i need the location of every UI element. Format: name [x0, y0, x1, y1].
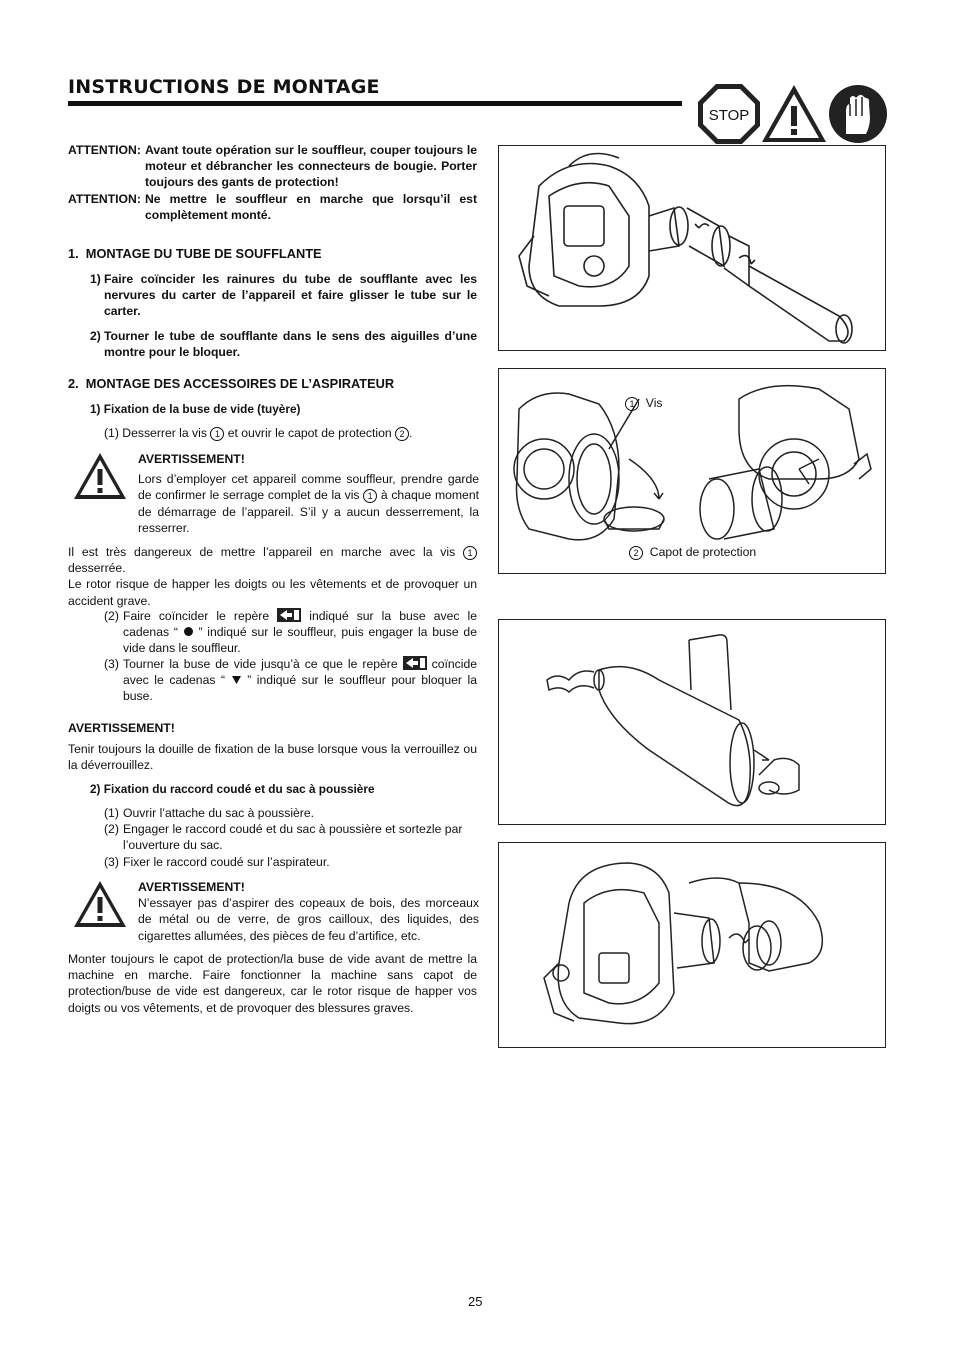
- figure-blower-tube: [498, 145, 886, 351]
- marker-2: 2: [629, 546, 643, 560]
- blower-tube-illustration: [499, 146, 885, 350]
- alignment-mark-icon: [403, 656, 427, 670]
- figure-screw-cover: [498, 368, 886, 574]
- lock-dot-icon: [183, 626, 194, 637]
- lock-triangle-icon: [231, 674, 242, 685]
- marker-1: 1: [210, 427, 224, 441]
- section1-steps: [90, 271, 477, 360]
- sub2-step: (1) Ouvrir l’attache du sac à poussière.: [104, 806, 315, 820]
- warning-triangle-icon: [72, 879, 128, 929]
- sub1-step1: (1) Desserrer la vis 1 et ouvrir le capot de protection 2 .: [104, 426, 413, 440]
- attention-item: ATTENTION: Ne mettre le souffleur en marche que lorsqu’il est complètement monté.: [68, 191, 477, 222]
- title-rule: [68, 101, 682, 106]
- header-safety-icons: [698, 82, 888, 146]
- section2-heading: 2. MONTAGE DES ACCESSOIRES DE L’ASPIRATEUR: [68, 376, 395, 391]
- alignment-mark-icon: [277, 608, 301, 622]
- marker-1: 1: [625, 397, 639, 411]
- label-capot: 2 Capot de protection: [629, 545, 756, 560]
- blower-nozzle-illustration: [499, 843, 885, 1047]
- sub2-title: 2) Fixation du raccord coudé et du sac à poussière: [90, 782, 375, 796]
- danger-paragraph: Il est très dangereux de mettre l’appareil en marche avec la vis 1 desserrée. Le rotor risque de happer les doigts ou les vêtements et de provoquer un accident grave.: [68, 545, 477, 608]
- stop-sign-text: STOP: [708, 107, 750, 124]
- sub2-steps: [104, 805, 477, 870]
- figure-blower-nozzle: [498, 842, 886, 1048]
- section1-step: 1) Faire coïncider les rainures du tube de soufflante avec les nervures du carter de l’appareil et faire glisser le tube sur le carter.: [90, 272, 477, 319]
- sub1-step3: (3) Tourner la buse de vide jusqu’à ce que le repère coïncide avec le cadenas “ ” indiqué sur le souffleur pour bloquer la buse.: [104, 657, 477, 704]
- warning2-text: Tenir toujours la douille de fixation de la buse lorsque vous la verrouillez ou la déverrouillez.: [68, 742, 477, 773]
- sub1-step2: (2) Faire coïncider le repère indiqué sur la buse avec le cadenas “ ” indiqué sur le souffleur, puis engager la buse de vide dans le souffleur.: [104, 609, 478, 656]
- warning3: AVERTISSEMENT! N’essayer pas d’aspirer des copeaux de bois, des morceaux de métal ou de verre, de gros cailloux, des liquides, des cigarettes allumées, des pièces de feu d’artifice, etc.: [138, 880, 479, 943]
- attention-block: [68, 142, 477, 223]
- screw-cover-illustration: [499, 369, 885, 573]
- attention-item: ATTENTION: Avant toute opération sur le souffleur, couper toujours le moteur et débrancher les connecteurs de bougie. Porter toujours des gants de protection!: [68, 143, 477, 190]
- page-number: 25: [468, 1294, 483, 1309]
- sub1-title: 1) Fixation de la buse de vide (tuyère): [90, 402, 301, 416]
- section1-heading: 1. MONTAGE DU TUBE DE SOUFFLANTE: [68, 246, 322, 261]
- page-title: INSTRUCTIONS DE MONTAGE: [68, 76, 380, 98]
- marker-2: 2: [395, 427, 409, 441]
- warning2-title: AVERTISSEMENT!: [68, 721, 175, 735]
- marker-1: 1: [363, 489, 377, 503]
- warning1: AVERTISSEMENT! Lors d’employer cet appareil comme souffleur, prendre garde de confirmer le serrage complet de la vis 1 à chaque moment de démarrage de l’appareil. S’il y a aucun desserrement, la resserrer.: [138, 452, 480, 535]
- stop-sign-icon: [698, 84, 760, 144]
- final-paragraph: Monter toujours le capot de protection/la buse de vide avant de mettre la machine en marche. Faire fonctionner la machine sans capot de protection/buse de vide est dangereux, car le rotor risque de happer vos doigts ou vos vêtements, et de provoquer des blessures graves.: [68, 952, 477, 1015]
- gloves-icon: [829, 85, 887, 143]
- section1-step: 2) Tourner le tube de soufflante dans le sens des aiguilles d’une montre pour le bloquer.: [90, 328, 477, 359]
- dust-bag-illustration: [499, 620, 885, 824]
- warning-triangle-icon: [72, 451, 128, 501]
- warning-triangle-icon: [762, 85, 826, 142]
- sub2-step: (3) Fixer le raccord coudé sur l’aspirateur.: [104, 854, 330, 869]
- sub2-step: (2) Engager le raccord coudé et du sac à poussière et sortezle par l’ouverture du sac.: [104, 822, 463, 853]
- label-vis: 1 Vis: [625, 396, 663, 411]
- marker-1: 1: [463, 546, 477, 560]
- figure-dust-bag: [498, 619, 886, 825]
